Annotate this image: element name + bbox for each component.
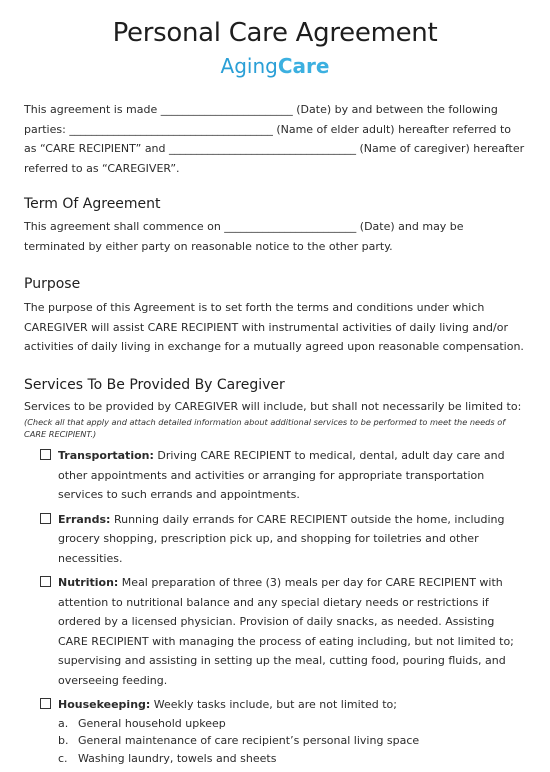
service-label: Nutrition: bbox=[58, 576, 119, 589]
service-label: Errands: bbox=[58, 512, 111, 526]
list-text: General maintenance of care recipient’s personal living space bbox=[78, 734, 420, 747]
purpose-paragraph: The purpose of this Agreement is to set forth the terms and conditions under which CAREGIVER will assist CARE RECIPIENT with instrumental activities of daily living and/or activities of daily living in exchange for a mutually agreed upon reasonable compensation. bbox=[24, 301, 524, 353]
list-text: General household upkeep bbox=[78, 716, 226, 730]
purpose-heading: Purpose bbox=[24, 276, 81, 292]
services-intro: Services to be provided by CAREGIVER will include, but shall not necessarily be limited to: bbox=[24, 399, 522, 413]
list-text: Washing laundry, towels and sheets bbox=[78, 751, 277, 765]
transportation-checkbox[interactable] bbox=[40, 449, 51, 460]
housekeeping-checkbox[interactable] bbox=[40, 698, 51, 709]
service-errands bbox=[24, 510, 526, 569]
list-letter: a. bbox=[58, 716, 69, 730]
service-label: Transportation: bbox=[58, 449, 154, 462]
list-letter: c. bbox=[58, 751, 68, 765]
list-item bbox=[58, 732, 526, 750]
document-title: Personal Care Agreement bbox=[112, 18, 438, 48]
service-nutrition bbox=[24, 573, 526, 690]
service-housekeeping bbox=[24, 695, 526, 767]
service-label: Housekeeping: bbox=[58, 698, 151, 711]
service-transportation bbox=[24, 446, 526, 505]
housekeeping-sublist bbox=[58, 715, 526, 768]
agingcare-logo bbox=[24, 54, 526, 78]
services-heading: Services To Be Provided By Caregiver bbox=[24, 376, 285, 393]
intro-paragraph: This agreement is made ________________________ (Date) by and between the following parties: _____________________________________ (Name of elder adult) hereafter referred to as “CARE RECIPIENT” and __________________________________ (Name of caregiver) hereafter referred to as “CAREGIVER”. bbox=[24, 103, 525, 175]
logo-part-care: Care bbox=[277, 54, 330, 78]
service-text: Weekly tasks include, but are not limited to; bbox=[150, 698, 397, 711]
document-page bbox=[24, 0, 526, 772]
service-text: Running daily errands for CARE RECIPIENT outside the home, including grocery shopping, prescription pick up, and shopping for toiletries and other necessities. bbox=[58, 512, 505, 565]
nutrition-checkbox[interactable] bbox=[40, 576, 51, 587]
service-text: Meal preparation of three (3) meals per day for CARE RECIPIENT with attention to nutritional balance and any special dietary needs or restrictions if ordered by a licensed physician. Provision of daily snacks, as needed. Assisting CARE RECIPIENT with managing the process of eating including, but not limited to; supervising and assisting in setting up the meal, cutting food, pouring fluids, and overseeing feeding. bbox=[58, 576, 514, 687]
service-text: Driving CARE RECIPIENT to medical, dental, adult day care and other appointments and activities or arranging for appropriate transportation services to such errands and appointments. bbox=[58, 449, 505, 501]
logo-part-aging: Aging bbox=[220, 54, 278, 78]
list-item bbox=[58, 750, 526, 768]
term-paragraph: This agreement shall commence on ________________________ (Date) and may be terminated by either party on reasonable notice to the other party. bbox=[24, 220, 464, 253]
list-item bbox=[58, 715, 526, 733]
term-heading: Term Of Agreement bbox=[24, 196, 161, 212]
services-note: (Check all that apply and attach detailed information about additional services to be performed to meet the needs of CARE RECIPIENT.) bbox=[24, 417, 506, 439]
errands-checkbox[interactable] bbox=[40, 513, 51, 524]
list-letter: b. bbox=[58, 734, 69, 747]
